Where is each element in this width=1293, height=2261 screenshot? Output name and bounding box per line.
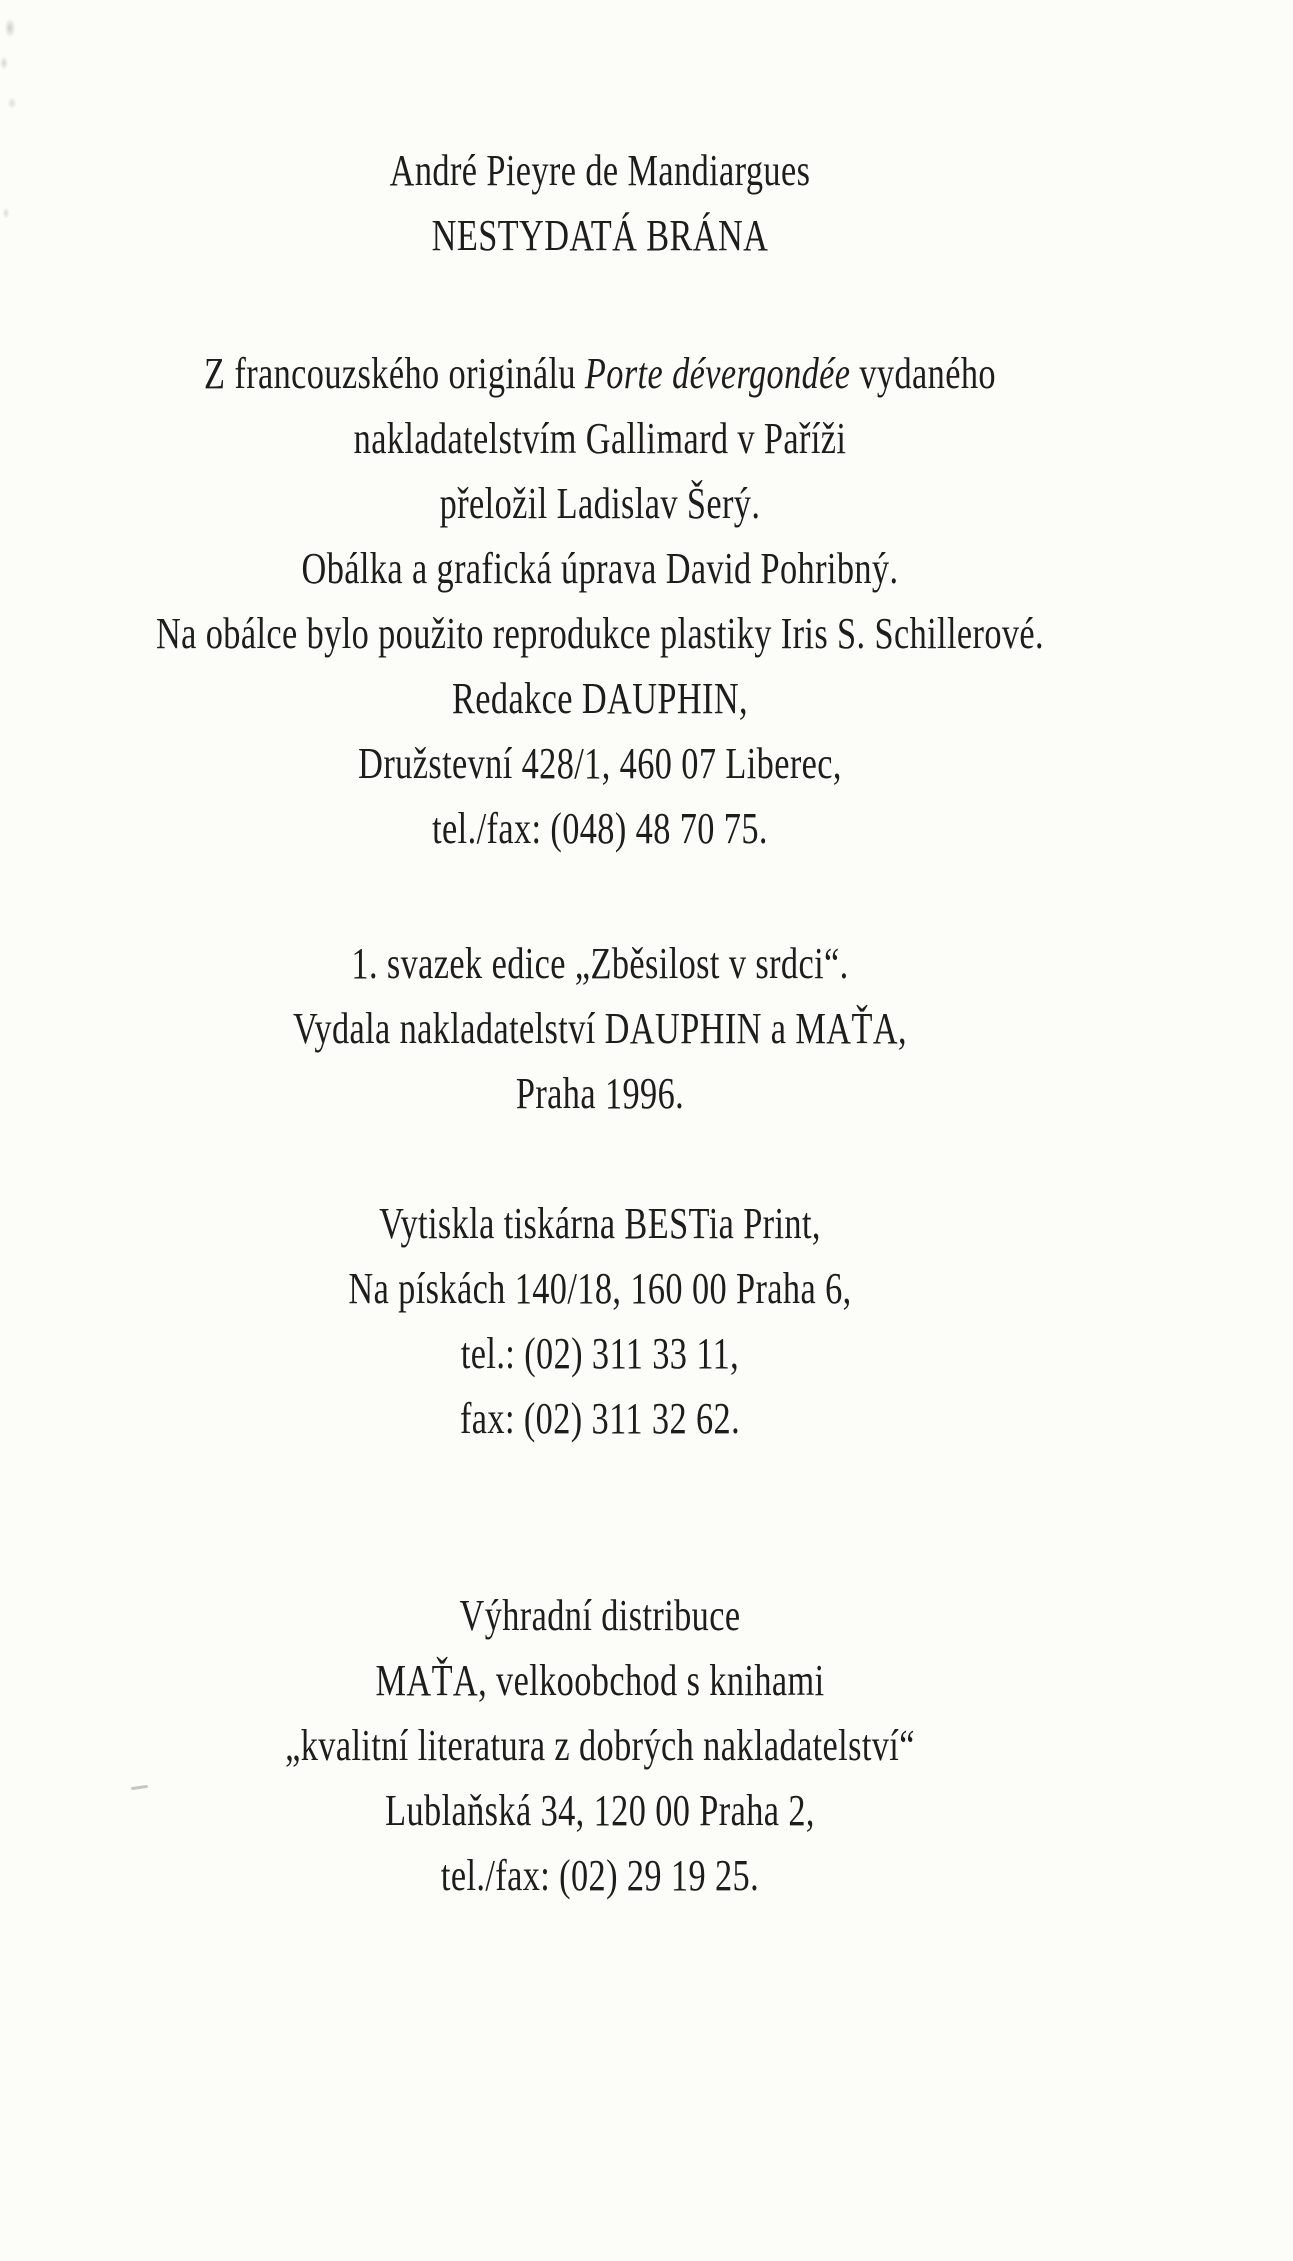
origin-line-post: vydaného — [850, 349, 996, 398]
printer-phone-line: tel.: (02) 311 33 11, — [460, 1329, 740, 1378]
author-name: André Pieyre de Mandiargues — [389, 146, 811, 195]
imprint-block — [0, 341, 1200, 861]
edition-block — [0, 931, 1200, 1126]
distribution-heading-line: Výhradní distribuce — [459, 1591, 741, 1640]
original-title-italic: Porte dévergondée — [584, 349, 851, 398]
cover-design-line: Obálka a grafická úprava David Pohribný. — [301, 544, 899, 593]
publisher-origin-line: nakladatelstvím Gallimard v Paříži — [353, 414, 847, 463]
editorial-address-line: Družstevní 428/1, 460 07 Liberec, — [358, 739, 842, 788]
distributor-motto-line: „kvalitní literatura z dobrých nakladatelství“ — [285, 1721, 915, 1770]
distributor-address-line: Lublaňská 34, 120 00 Praha 2, — [385, 1786, 815, 1835]
origin-line — [132, 341, 1068, 406]
editorial-office-line: Redakce DAUPHIN, — [452, 674, 748, 723]
header-block — [0, 138, 1200, 268]
cover-artwork-line: Na obálce bylo použito reprodukce plastiky Iris S. Schillerové. — [155, 609, 1045, 658]
origin-line-pre: Z francouzského originálu — [204, 349, 585, 398]
distributor-phone-line: tel./fax: (02) 29 19 25. — [440, 1851, 760, 1900]
publication-year-line: Praha 1996. — [515, 1069, 685, 1118]
printer-block — [0, 1191, 1200, 1451]
printer-fax-line: fax: (02) 311 32 62. — [459, 1394, 741, 1443]
publishers-line: Vydala nakladatelství DAUPHIN a MAŤA, — [293, 1004, 907, 1053]
translator-line: přeložil Ladislav Šerý. — [439, 479, 761, 528]
distribution-block — [0, 1583, 1200, 1908]
printer-address-line: Na pískách 140/18, 160 00 Praha 6, — [348, 1264, 852, 1313]
printer-name-line: Vytiskla tiskárna BESTia Print, — [379, 1199, 821, 1248]
book-title: NESTYDATÁ BRÁNA — [431, 211, 769, 260]
edition-series-line: 1. svazek edice „Zběsilost v srdci“. — [351, 939, 849, 988]
distributor-name-line: MAŤA, velkoobchod s knihami — [375, 1656, 825, 1705]
editorial-phone-line: tel./fax: (048) 48 70 75. — [432, 804, 768, 853]
